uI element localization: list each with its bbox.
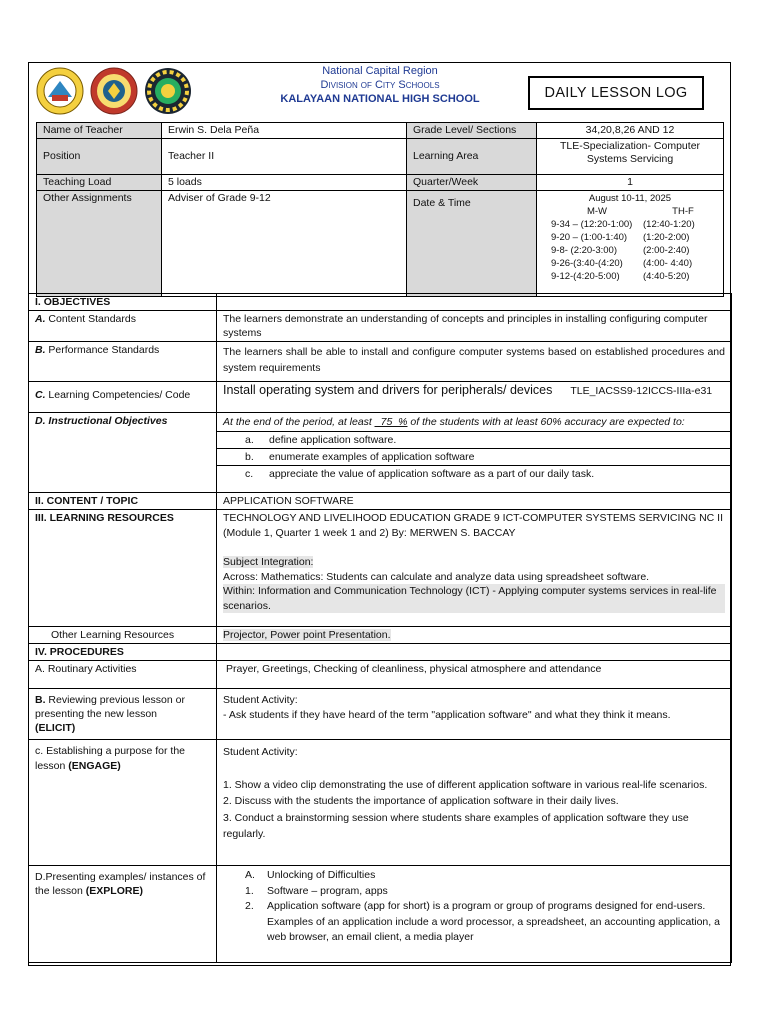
label-letter: B.: [35, 694, 46, 706]
position-label: Position: [37, 139, 162, 175]
area-value: TLE-Specialization- Computer Systems Servicing: [537, 139, 724, 175]
thf-header: TH-F: [672, 206, 694, 217]
objectives-heading: I. OBJECTIVES: [29, 294, 217, 311]
other-resources-label: Other Learning Resources: [29, 627, 217, 644]
city-seal-logo: [36, 67, 84, 115]
routinary-label: A. Routinary Activities: [29, 661, 217, 689]
procedures-heading: IV. PROCEDURES: [29, 644, 217, 661]
objective-item: [217, 432, 731, 449]
review-activity-label: Student Activity:: [223, 694, 298, 706]
other-assign-label: Other Assignments: [37, 191, 162, 297]
learning-resources-cell: [217, 510, 732, 627]
region-text: National Capital Region: [322, 65, 438, 77]
schedule-mw: 9-20 – (1:00-1:40): [551, 232, 628, 243]
objective-item: [217, 466, 731, 482]
review-activity-cell: [217, 689, 732, 740]
procedures-heading-blank: [217, 644, 732, 661]
label-text: Content Standards: [45, 313, 136, 325]
document-title: DAILY LESSON LOG: [528, 76, 704, 110]
label-text: Reviewing previous lesson or presenting the new lesson: [35, 694, 185, 720]
purpose-label: [29, 740, 217, 866]
purpose-step: 1. Show a video clip demonstrating the use of different application software in various real-life scenarios.: [223, 778, 708, 791]
other-assign-value: Adviser of Grade 9-12: [162, 191, 407, 297]
school-logos: [36, 67, 186, 117]
competencies-value: [217, 382, 732, 413]
competency-text: Install operating system and drivers for peripherals/ devices: [223, 383, 553, 397]
performance-standards-label: [29, 342, 217, 382]
competencies-label: [29, 382, 217, 413]
schedule-thf: (2:00-2:40): [643, 245, 690, 256]
integration-label-text: Subject Integration:: [223, 556, 314, 568]
objective-marker: c.: [245, 468, 254, 480]
learning-resources-heading: III. LEARNING RESOURCES: [29, 510, 217, 627]
objective-marker: b.: [245, 451, 254, 463]
explore-tag: (EXPLORE): [85, 885, 143, 897]
explore-marker: [223, 915, 267, 946]
teacher-info-table: [36, 122, 724, 297]
date-time-cell: [537, 191, 724, 297]
objective-item: [217, 449, 731, 466]
teacher-label: Name of Teacher: [37, 123, 162, 139]
explore-item: [223, 915, 725, 946]
explore-marker: 2.: [245, 900, 254, 912]
label-letter: A.: [35, 313, 46, 325]
intro-part-2: of the students with at least 60% accuracy are expected to:: [407, 416, 685, 428]
content-standards-label: [29, 311, 217, 342]
lesson-date: August 10-11, 2025: [588, 193, 672, 204]
quarter-label: Quarter/Week: [407, 175, 537, 191]
area-label: Learning Area: [407, 139, 537, 175]
explore-item: [223, 884, 725, 900]
elicit-tag: (ELICIT): [35, 722, 76, 734]
intro-part-1: At the end of the period, at least: [223, 416, 375, 428]
routinary-value: Prayer, Greetings, Checking of cleanliness, physical atmosphere and attendance: [217, 661, 732, 689]
explore-text: Unlocking of Difficulties: [267, 869, 376, 881]
schedule-mw: 9-34 – (12:20-1:00): [551, 219, 633, 230]
label-text: c. Establishing a purpose for the lesson: [35, 745, 186, 772]
purpose-activity-label: Student Activity:: [223, 746, 298, 758]
review-label: [29, 689, 217, 740]
explore-text: Examples of an application include a word processor, a spreadsheet, an accounting application, a web browser, an email client, a media player: [267, 915, 720, 943]
objectives-heading-blank: [217, 294, 732, 311]
content-topic-heading: II. CONTENT / TOPIC: [29, 493, 217, 510]
load-label: Teaching Load: [37, 175, 162, 191]
objective-marker: a.: [245, 434, 254, 446]
explore-list: [223, 868, 725, 946]
other-resources-text: Projector, Power point Presentation.: [223, 629, 391, 641]
day-headers: [551, 205, 717, 218]
objective-text: define application software.: [269, 434, 397, 446]
school-name: KALAYAAN NATIONAL HIGH SCHOOL: [280, 93, 480, 105]
division-text: Division of City Schools: [320, 79, 440, 91]
schedule-thf: (12:40-1:20): [643, 219, 695, 230]
lesson-plan-table: [28, 293, 732, 963]
quarter-value: 1: [537, 175, 724, 191]
review-activity-text: - Ask students if they have heard of the term "application software" and what they think it means.: [223, 709, 671, 721]
label-text: Learning Competencies/ Code: [45, 389, 191, 401]
textbook-reference: TECHNOLOGY AND LIVELIHOOD EDUCATION GRADE 9 ICT-COMPUTER SYSTEMS SERVICING NC II (Module 1, Quarter 1 week 1 and 2) By: MERWEN S. BACCAY: [223, 512, 724, 539]
schedule-thf: (4:40-5:20): [643, 271, 690, 282]
instructional-intro: [217, 413, 731, 432]
label-text: D.Presenting examples/ instances of the lesson: [35, 871, 206, 897]
objective-text: appreciate the value of application software as a part of our daily task.: [269, 468, 595, 480]
explore-marker: A.: [245, 869, 255, 881]
explore-item: [223, 899, 725, 915]
purpose-step: 2. Discuss with the students the importance of application software in their daily lives.: [223, 795, 619, 807]
performance-standards-value: The learners shall be able to install and configure computer systems based on established procedures and system requirements: [217, 342, 732, 382]
schedule-mw: 9-8- (2:20-3:00): [551, 245, 618, 256]
purpose-activity-cell: [217, 740, 732, 866]
label-letter: B.: [35, 344, 46, 356]
other-resources-value: [217, 627, 732, 644]
school-header: [240, 64, 520, 106]
schedule-mw: 9-26-(3:40-(4:20): [551, 258, 623, 269]
purpose-step: 3. Conduct a brainstorming session where students share examples of application software they use regularly.: [223, 811, 689, 840]
teacher-value: Erwin S. Dela Peña: [162, 123, 407, 139]
grade-label: Grade Level/ Sections: [407, 123, 537, 139]
schedule-thf: (1:20-2:00): [643, 232, 690, 243]
competency-code: TLE_IACSS9-12ICCS-IIIa-e31: [570, 385, 713, 397]
target-percentage: _75_%: [374, 416, 408, 428]
explore-label: [29, 866, 217, 963]
instructional-objectives-label: D. Instructional Objectives: [29, 413, 217, 493]
schedule-mw: 9-12-(4:20-5:00): [551, 271, 620, 282]
label-letter: C.: [35, 389, 46, 401]
content-standards-value: The learners demonstrate an understanding of concepts and principles in installing configuring computer systems: [217, 311, 732, 342]
position-value: Teacher II: [162, 139, 407, 175]
schedule-grid: [551, 218, 717, 283]
load-value: 5 loads: [162, 175, 407, 191]
school-seal-logo: [90, 67, 138, 115]
integration-across: Across: Mathematics: Students can calculate and analyze data using spreadsheet software.: [223, 570, 650, 583]
objective-text: enumerate examples of application software: [269, 451, 475, 463]
explore-item: [223, 868, 725, 884]
content-topic-value: APPLICATION SOFTWARE: [217, 493, 732, 510]
mw-header: M-W: [586, 206, 608, 217]
integration-within: Within: Information and Communication Technology (ICT) - Applying computer systems services in real-life scenarios.: [223, 584, 725, 613]
grade-value: 34,20,8,26 AND 12: [537, 123, 724, 139]
explore-marker: 1.: [245, 884, 254, 897]
date-time-label: Date & Time: [407, 191, 537, 297]
label-text: Performance Standards: [45, 344, 160, 356]
deped-gear-logo: [144, 67, 192, 115]
explore-text: Application software (app for short) is a program or group of programs designed for end-users.: [267, 900, 706, 912]
integration-label: [223, 555, 725, 570]
explore-text: Software – program, apps: [267, 884, 388, 897]
instructional-objectives-cell: [217, 413, 732, 493]
engage-tag: (ENGAGE): [68, 760, 121, 772]
explore-cell: [217, 866, 732, 963]
schedule-thf: (4:00- 4:40): [643, 258, 693, 269]
